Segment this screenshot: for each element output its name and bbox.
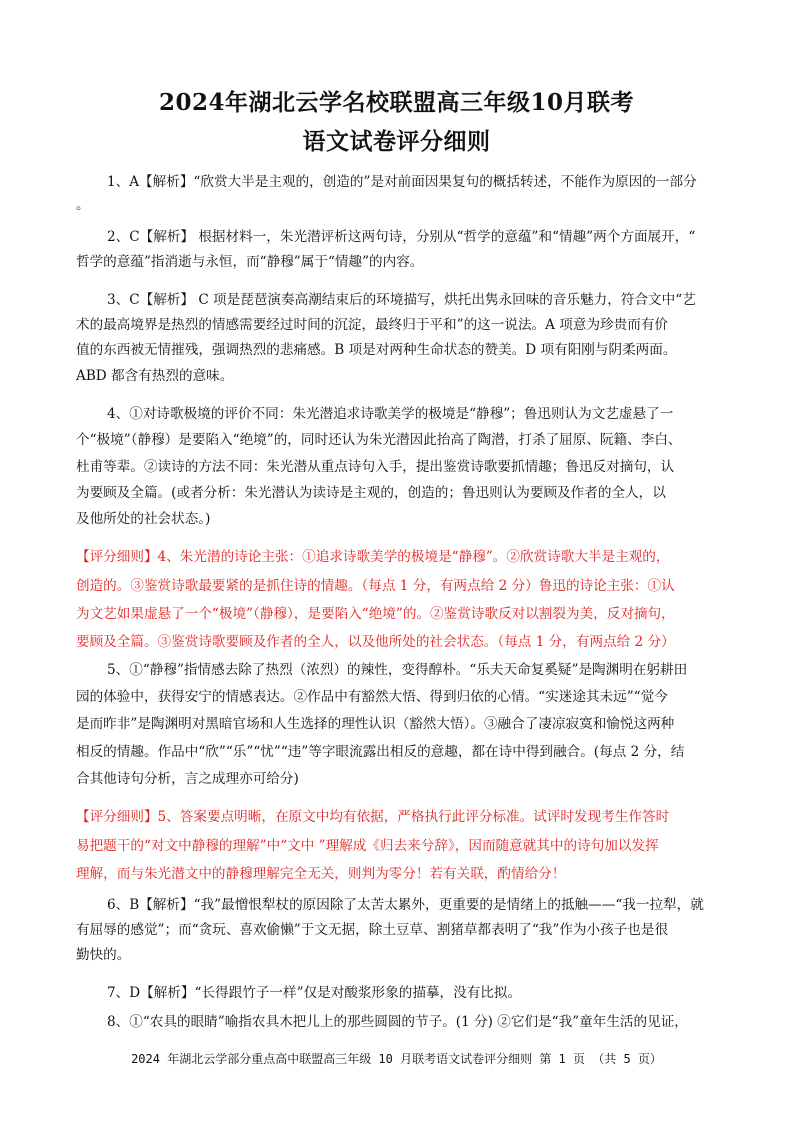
q6-line-2: 有屈辱的感觉”；而“贪玩、喜欢偷懒”于文无据，除土豆草、割猪草都表明了“我”作为小孩子也是很 bbox=[76, 922, 669, 938]
q8-line-1: 8、①“农具的眼睛”喻指农具木把儿上的那些圆圆的节子。(1 分) ②它们是“我”童年生活的见证， bbox=[107, 1014, 688, 1030]
q4-line-3: 杜甫等辈。②读诗的方法不同：朱光潜从重点诗句入手，提出鉴赏诗歌要抓情趣；鲁迅反对摘句，认 bbox=[76, 459, 675, 475]
q5-rubric-line-2: 易把题干的“对文中静穆的理解”中“文中 ”理解成《归去来兮辞》，因而随意就其中的诗句加以发挥 bbox=[76, 838, 659, 854]
q5-line-5: 合其他诗句分析，言之成理亦可给分) bbox=[76, 771, 299, 787]
q5-line-4: 相反的情趣。作品中“欣”“乐”“忧”“违”等字眼流露出相反的意趣，都在诗中得到融合。(每点 2 分，结 bbox=[76, 744, 685, 760]
q3-line-1: 3、C【解析】 C 项是琵琶演奏高潮结束后的环境描写，烘托出隽永回味的音乐魅力，符合文中“艺 bbox=[107, 292, 696, 308]
page-footer: 2024 年湖北云学部分重点高中联盟高三年级 10 月联考语文试卷评分细则 第 1 页 （共 5 页） bbox=[131, 1052, 662, 1066]
q3-line-2: 术的最高境界是热烈的情感需要经过时间的沉淀，最终归于平和”的这一说法。A 项意为珍贵而有价 bbox=[76, 317, 669, 333]
q4-line-1: 4、①对诗歌极境的评价不同：朱光潜追求诗歌美学的极境是“静穆”；鲁迅则认为文艺虚悬了一 bbox=[107, 406, 674, 422]
q4-rubric-line-3: 为文艺如果虚悬了一个“极境”（静穆），是要陷入“绝境”的。②鉴赏诗歌反对以割裂为美，反对摘句， bbox=[76, 606, 675, 622]
q4-rubric-line-2: 创造的。③鉴赏诗歌最要紧的是抓住诗的情趣。（每点 1 分，有两点给 2 分）鲁迅的诗论主张：①认 bbox=[76, 578, 675, 594]
q1-line-1: 1、A【解析】“欣赏大半是主观的，创造的”是对前面因果复句的概括转述，不能作为原因的一部分 bbox=[107, 174, 697, 190]
q3-line-3: 值的东西被无情摧残，强调热烈的悲痛感。B 项是对两种生命状态的赞美。D 项有阳刚与阴柔两面。 bbox=[76, 342, 677, 358]
q1-line-2: 。 bbox=[76, 197, 90, 213]
q5-line-2: 园的体验中，获得安宁的情感表达。②作品中有豁然大悟、得到归依的心情。“实迷途其未远”“觉今 bbox=[76, 689, 668, 705]
q4-line-4: 为要顾及全篇。(或者分析：朱光潜认为读诗是主观的，创造的；鲁迅则认为要顾及作者的全人，以 bbox=[76, 485, 666, 501]
q7-line-1: 7、D【解析】“长得跟竹子一样”仅是对酸浆形象的描摹，没有比拟。 bbox=[107, 985, 522, 1001]
q6-line-3: 勤快的。 bbox=[76, 947, 131, 963]
q4-line-2: 个“极境”（静穆）是要陷入“绝境”的，同时还认为朱光潜因此抬高了陶潜，打杀了屈原、阮籍、李白、 bbox=[76, 432, 682, 448]
q5-rubric-line-1: 【评分细则】5、答案要点明晰，在原文中均有依据，严格执行此评分标准。试评时发现考生作答时 bbox=[76, 809, 670, 825]
q2-line-1: 2、C【解析】 根据材料一，朱光潜评析这两句诗，分别从“哲学的意蕴”和“情趣”两个方面展开，“ bbox=[107, 229, 696, 245]
q4-rubric-line-4: 要顾及全篇。③鉴赏诗歌要顾及作者的全人，以及他所处的社会状态。（每点 1 分，有两点给 2 分） bbox=[76, 634, 675, 650]
q4-rubric-line-1: 【评分细则】4、朱光潜的诗论主张：①追求诗歌美学的极境是“静穆”。②欣赏诗歌大半是主观的， bbox=[76, 549, 670, 565]
q3-line-4: ABD 都含有热烈的意味。 bbox=[76, 368, 234, 384]
document-subtitle: 语文试卷评分细则 bbox=[302, 128, 491, 155]
exam-title: 2024年湖北云学名校联盟高三年级10月联考 bbox=[158, 89, 635, 116]
q5-line-3: 是而昨非”是陶渊明对黑暗官场和人生选择的理性认识（豁然大悟）。③融合了凄凉寂寞和愉悦这两种 bbox=[76, 716, 675, 732]
q4-line-5: 及他所处的社会状态。) bbox=[76, 511, 211, 527]
q5-rubric-line-3: 理解，而与朱光潜文中的静穆理解完全无关，则判为零分！若有关联，酌情给分！ bbox=[76, 866, 566, 882]
q2-line-2: 哲学的意蕴”指消逝与永恒，而“静穆”属于“情趣”的内容。 bbox=[76, 254, 424, 270]
q5-line-1: 5、①“静穆”指情感去除了热烈（浓烈）的辣性，变得醇朴。“乐夫天命复奚疑”是陶渊明在躬耕田 bbox=[107, 662, 688, 678]
q6-line-1: 6、B【解析】“我”最憎恨犁杖的原因除了太苦太累外，更重要的是情绪上的抵触——“我一拉犁，就 bbox=[107, 897, 704, 913]
